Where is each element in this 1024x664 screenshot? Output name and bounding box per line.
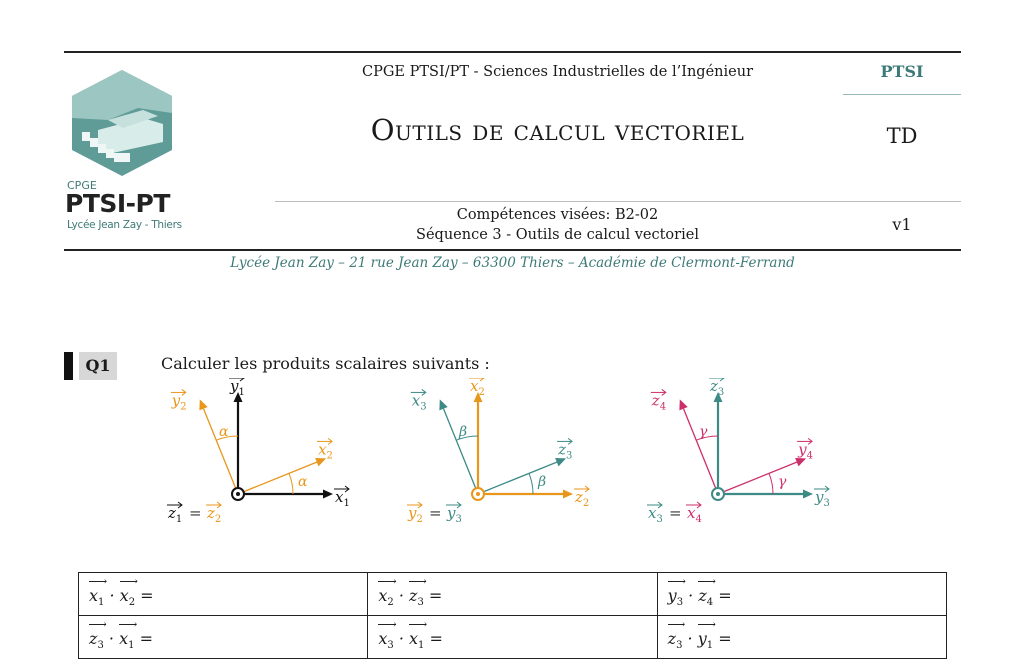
svg-text:x4: $x_4$ — [687, 504, 702, 525]
figure-1 — [160, 378, 380, 528]
answer-cell-1-3[interactable]: › $y_3$ · › $z_4$ = — [657, 573, 946, 616]
question-marker — [64, 352, 73, 380]
figure-2-normal-left — [407, 502, 423, 525]
competences-line: Compétences visées: B2-02 — [456, 207, 659, 223]
figure-2-rot-axis-b — [439, 399, 478, 494]
svg-text:x2: $x_2$ — [318, 440, 333, 462]
figure-2-rot-axis-a — [478, 458, 566, 494]
figure-1-fixed-axis-h — [238, 490, 333, 499]
figure-3-label-h — [814, 486, 830, 509]
svg-text:z3: $z_3$ — [558, 440, 573, 462]
logo-school-text: Lycée Jean Zay - Thiers — [67, 219, 182, 231]
svg-text:z3: $z_3$ — [710, 378, 725, 398]
figure-2-normal-eq: = — [429, 504, 442, 522]
figure-3 — [640, 378, 860, 528]
logo-hexagon-icon — [68, 68, 176, 178]
figure-1-normal-eq: = — [189, 504, 202, 522]
figure-1-label-rot-a — [317, 438, 333, 461]
svg-text:x2: $x_2$ — [470, 378, 485, 398]
figure-3-angle-label-v: γ — [699, 424, 708, 440]
header-bottom-rule — [64, 249, 961, 251]
figure-3-fixed-axis-v — [714, 392, 723, 494]
answer-table — [78, 572, 947, 659]
figure-3-label-rot-b — [651, 389, 666, 412]
figure-1-angle-label-h: α — [298, 474, 308, 490]
figure-2-label-rot-a — [557, 438, 572, 461]
figure-3-normal-left — [647, 502, 663, 525]
figure-2 — [400, 378, 620, 528]
doc-type: TD — [886, 124, 918, 148]
figure-2-fixed-axis-h — [478, 490, 573, 499]
svg-text:y4: $y_4$ — [798, 440, 813, 462]
figure-2-label-rot-b — [411, 389, 427, 412]
sequence-line: Séquence 3 - Outils de calcul vectoriel — [416, 227, 699, 243]
svg-text:y2: $y_2$ — [171, 391, 187, 413]
header-institution: CPGE PTSI/PT - Sciences Industrielles de l’Ingénieur — [362, 64, 753, 80]
figure-3-label-rot-a — [797, 438, 813, 461]
svg-text:y2: $y_2$ — [408, 504, 423, 525]
figure-3-label-v — [709, 378, 724, 398]
answer-cell-2-2[interactable]: › $x_3$ · › $x_1$ = — [368, 616, 657, 659]
page-title: Outils de calcul vectoriel — [370, 113, 745, 147]
header-competences — [275, 205, 840, 245]
question-label: Q1 — [79, 352, 117, 380]
figure-1-rot-axis-b — [199, 399, 238, 494]
header-mid-rule — [275, 201, 961, 202]
figure-3-normal-right — [686, 502, 702, 525]
class-label: PTSI — [880, 62, 924, 81]
figure-2-fixed-axis-v — [474, 392, 483, 494]
figure-1-angle-label-v: α — [219, 424, 229, 440]
table-row — [79, 616, 947, 659]
answer-cell-2-1[interactable]: › $z_3$ · › $x_1$ = — [79, 616, 368, 659]
answer-cell-1-1[interactable]: › $x_1$ · › $x_2$ = — [79, 573, 368, 616]
logo-ptsi-pt-text: PTSI-PT — [65, 189, 170, 218]
school-address: Lycée Jean Zay – 21 rue Jean Zay – 63300 Thiers – Académie de Clermont-Ferrand — [230, 255, 795, 271]
header-class-rule — [843, 94, 961, 95]
figure-2-angle-label-h: β — [538, 474, 547, 490]
header-top-rule — [64, 51, 961, 53]
figure-1-angle-arc-h — [289, 473, 293, 494]
svg-text:y3: $y_3$ — [815, 488, 830, 509]
figure-1-rot-axis-a — [238, 458, 326, 494]
svg-text:y1: $y_1$ — [230, 378, 245, 398]
figure-3-rot-axis-b — [679, 399, 718, 494]
answer-cell-2-3[interactable]: › $z_3$ · › $y_1$ = — [657, 616, 946, 659]
figure-1-normal-right — [206, 502, 221, 525]
figure-1-fixed-axis-v — [234, 392, 243, 494]
answer-cell-1-2[interactable]: › $x_2$ · › $z_3$ = — [368, 573, 657, 616]
figure-3-angle-label-h: γ — [778, 474, 787, 490]
svg-text:z2: $z_2$ — [575, 488, 590, 509]
logo-cpge-text: CPGE — [67, 179, 97, 192]
figure-2-angle-arc-h — [529, 473, 533, 494]
figure-2-angle-label-v: β — [459, 424, 468, 440]
figure-3-rot-axis-a — [718, 458, 806, 494]
svg-text:z2: $z_2$ — [207, 504, 222, 525]
figure-1-normal-left — [167, 502, 182, 525]
figure-2-normal-right — [446, 502, 462, 525]
figure-3-normal-eq: = — [669, 504, 682, 522]
svg-text:x3: $x_3$ — [411, 391, 427, 413]
svg-text:y3: $y_3$ — [447, 504, 462, 525]
figure-1-label-h — [334, 486, 350, 509]
svg-text:z4: $z_4$ — [651, 391, 667, 413]
figure-2-label-h — [574, 486, 589, 509]
figure-3-angle-arc-h — [769, 473, 773, 494]
table-row — [79, 573, 947, 616]
figure-1-label-rot-b — [171, 389, 187, 412]
question-text: Calculer les produits scalaires suivants : — [161, 354, 490, 373]
version-label: v1 — [892, 215, 912, 234]
svg-text:z1: $z_1$ — [168, 504, 183, 525]
figure-3-fixed-axis-h — [718, 490, 813, 499]
svg-text:x1: $x_1$ — [335, 488, 350, 509]
svg-text:x3: $x_3$ — [648, 504, 663, 525]
